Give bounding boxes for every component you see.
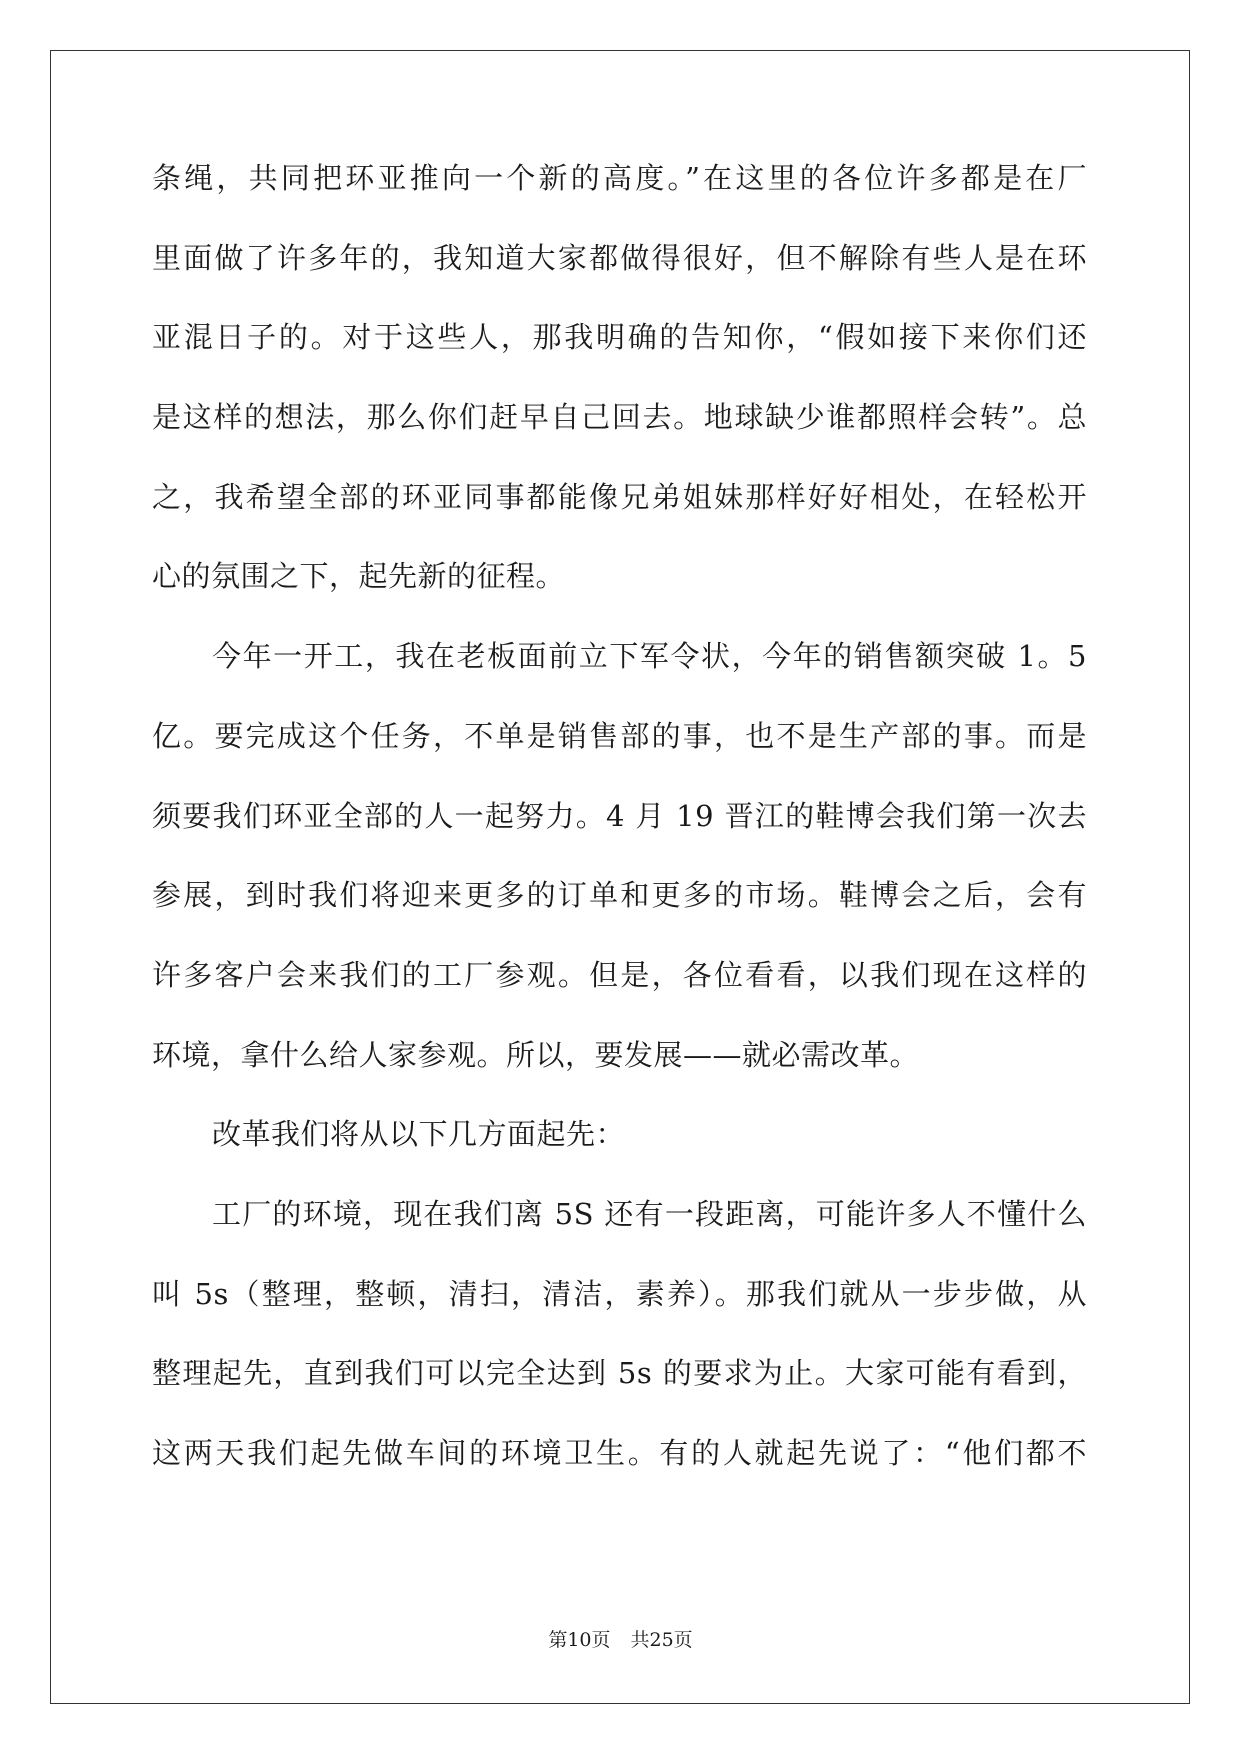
text-line: 许多客户会来我们的工厂参观。但是，各位看看，以我们现在这样的 bbox=[152, 957, 1087, 992]
paragraph-first-line: 改革我们将从以下几方面起先： bbox=[212, 1117, 626, 1152]
document-body bbox=[152, 158, 1087, 1513]
text-line: 须要我们环亚全部的人一起努力。4 月 19 晋江的鞋博会我们第一次去 bbox=[152, 798, 1087, 833]
text-line: 条绳，共同把环亚推向一个新的高度。”在这里的各位许多都是在厂 bbox=[152, 161, 1087, 195]
paragraph-first-line: 工厂的环境，现在我们离 5S 还有一段距离，可能许多人不懂什么 bbox=[212, 1196, 1087, 1231]
text-line: 心的氛围之下，起先新的征程。 bbox=[152, 559, 566, 594]
text-line: 亚混日子的。对于这些人，那我明确的告知你，“假如接下来你们还 bbox=[152, 320, 1087, 355]
page-number: 第10页 bbox=[548, 1629, 611, 1651]
text-line: 环境，拿什么给人家参观。所以，要发展——就必需改革。 bbox=[152, 1037, 920, 1072]
text-line: 参展，到时我们将迎来更多的订单和更多的市场。鞋博会之后，会有 bbox=[152, 878, 1087, 913]
text-line: 叫 5s（整理，整顿，清扫，清洁，素养）。那我们就从一步步做，从 bbox=[152, 1276, 1087, 1311]
paragraph-first-line: 今年一开工，我在老板面前立下军令状，今年的销售额突破 1。5 bbox=[212, 639, 1087, 674]
text-line: 之，我希望全部的环亚同事都能像兄弟姐妹那样好好相处，在轻松开 bbox=[152, 479, 1087, 514]
text-line: 是这样的想法，那么你们赶早自己回去。地球缺少谁都照样会转”。总 bbox=[152, 400, 1087, 435]
text-line: 亿。要完成这个任务，不单是销售部的事，也不是生产部的事。而是 bbox=[152, 718, 1087, 753]
text-line: 里面做了许多年的，我知道大家都做得很好，但不解除有些人是在环 bbox=[152, 240, 1087, 275]
page-footer bbox=[0, 1628, 1241, 1652]
text-line: 这两天我们起先做车间的环境卫生。有的人就起先说了：“他们都不 bbox=[152, 1436, 1087, 1470]
text-line: 整理起先，直到我们可以完全达到 5s 的要求为止。大家可能有看到， bbox=[152, 1356, 1087, 1391]
page-total: 共25页 bbox=[630, 1629, 693, 1651]
